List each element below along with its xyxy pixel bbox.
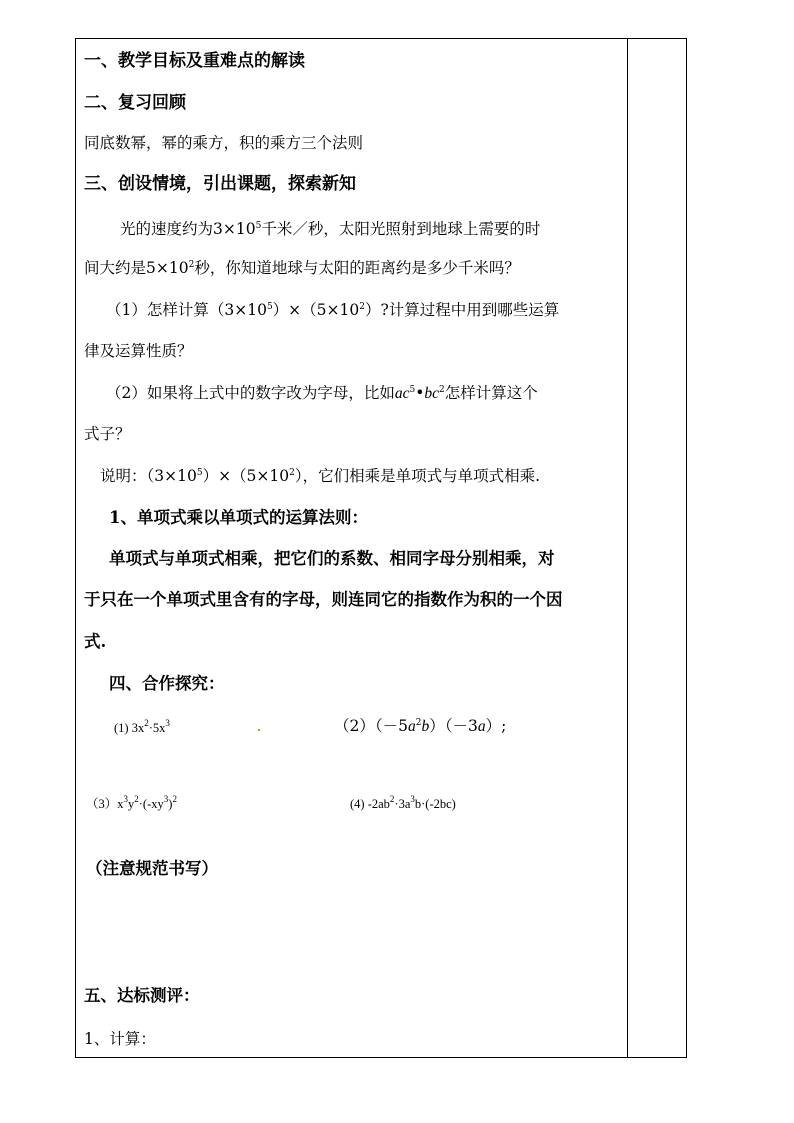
question-1-line-1: （1）怎样计算$(3\times 10^5)\times(5\times 10^2)$?计算过程中用到哪些运算: [106, 301, 560, 319]
question-2-line-2: 式子？: [84, 425, 131, 443]
exercise-1-label: 1、计算：: [84, 1030, 156, 1048]
review-text: 同底数幂，幂的乘方，积的乘方三个法则: [84, 134, 364, 152]
question-2-line-1: （2）如果将上式中的数字改为字母，比如$ac^5•bc^2$怎样计算这个: [106, 384, 538, 402]
writing-note: （注意规范书写）: [86, 859, 218, 878]
explanation-line: 说明：$(3\times 10^5)\times(5\times 10^2)$，它们相乘是单项式与单项式相乘.: [100, 467, 541, 485]
column-divider: [627, 38, 628, 1058]
problem-1: (1) $3x^2\cdot 5x^3$: [114, 718, 170, 735]
problem-2: $(2)(-5a^2b)(-3a)$;: [334, 717, 507, 735]
rule-title: 1、单项式乘以单项式的运算法则：: [109, 508, 368, 527]
rule-line-1: 单项式与单项式相乘，把它们的系数、相同字母分别相乘，对: [109, 549, 555, 568]
section-3-title: 三、创设情境，引出课题，探索新知: [84, 174, 356, 194]
intro-paragraph-line-1: 光的速度约为$3\times 10^5$千米／秒，太阳光照射到地球上需要的时: [120, 220, 541, 238]
stray-mark: [258, 729, 260, 731]
section-4-title: 四、合作探究：: [109, 674, 225, 693]
intro-paragraph-line-2: 间大约是$5\times 10^2$秒，你知道地球与太阳的距离约是多少千米吗？: [84, 259, 520, 277]
section-2-title: 二、复习回顾: [84, 93, 186, 113]
question-1-line-2: 律及运算性质？: [84, 342, 193, 360]
section-5-title: 五、达标测评：: [84, 986, 200, 1005]
problem-3: $(3)x^3y^2\cdot(-xy^3)^2$: [86, 794, 177, 811]
problem-4: (4) $-2ab^2\cdot 3a^3b\cdot(-2bc)$: [350, 794, 456, 811]
rule-line-2: 于只在一个单项式里含有的字母，则连同它的指数作为积的一个因: [84, 590, 563, 609]
section-1-title: 一、教学目标及重难点的解读: [84, 51, 305, 71]
rule-line-3: 式.: [84, 632, 107, 651]
